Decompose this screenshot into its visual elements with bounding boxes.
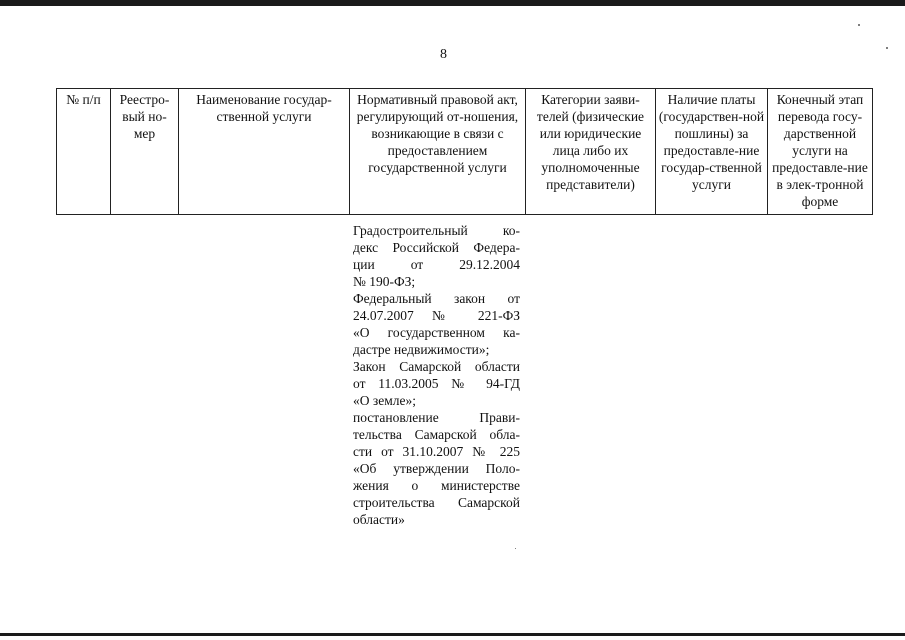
col-header-legal-act: Нормативный правовой акт, регулирующий от-ношения, возникающие в связи с предоставлением государственной услуги <box>350 89 526 215</box>
col-header-electronic-stage: Конечный этап перевода госу-дарственной услуги на предоставле-ние в элек-тронной форме <box>768 89 873 215</box>
legal-acts-line: Градостроительный ко- <box>353 223 520 238</box>
legal-acts-line: постановление Прави- <box>353 410 520 425</box>
top-border-line <box>0 0 905 6</box>
legal-acts-text <box>353 222 520 528</box>
legal-acts-line: Закон Самарской области <box>353 359 520 374</box>
legal-acts-line: Федеральный закон от <box>353 291 520 306</box>
scan-speck <box>886 47 888 49</box>
legal-acts-line: ции от 29.12.2004 <box>353 257 520 272</box>
header-row <box>57 89 873 215</box>
bottom-border-line <box>0 633 905 636</box>
col-header-applicant-categories: Категории заяви-телей (физические или юридические лица либо их уполномоченные представители) <box>526 89 656 215</box>
legal-acts-line: № 190-ФЗ; <box>353 274 416 289</box>
legal-acts-line: дастре недвижимости»; <box>353 342 490 357</box>
legal-acts-line: декс Российской Федера- <box>353 240 520 255</box>
legal-acts-line: 24.07.2007 № 221-ФЗ <box>353 308 520 323</box>
services-table-header <box>56 88 873 215</box>
col-header-service-name: Наименование государ-ственной услуги <box>179 89 350 215</box>
page-number: 8 <box>440 47 447 62</box>
legal-acts-line: сти от 31.10.2007 № 225 <box>353 444 520 459</box>
legal-acts-line: тельства Самарской обла- <box>353 427 520 442</box>
legal-acts-line: области» <box>353 512 405 527</box>
col-header-number: № п/п <box>57 89 111 215</box>
scan-speck <box>858 24 860 26</box>
scan-speck <box>515 548 516 549</box>
col-header-registry-number: Реестро-вый но-мер <box>111 89 179 215</box>
col-header-fee: Наличие платы (государствен-ной пошлины) за предоставле-ние государ-ственной услуги <box>656 89 768 215</box>
legal-acts-line: «О земле»; <box>353 393 416 408</box>
legal-acts-line: «О государственном ка- <box>353 325 520 340</box>
legal-acts-line: от 11.03.2005 № 94-ГД <box>353 376 520 391</box>
legal-acts-line: жения о министерстве <box>353 478 520 493</box>
legal-acts-line: «Об утверждении Поло- <box>353 461 520 476</box>
legal-acts-line: строительства Самарской <box>353 495 520 510</box>
